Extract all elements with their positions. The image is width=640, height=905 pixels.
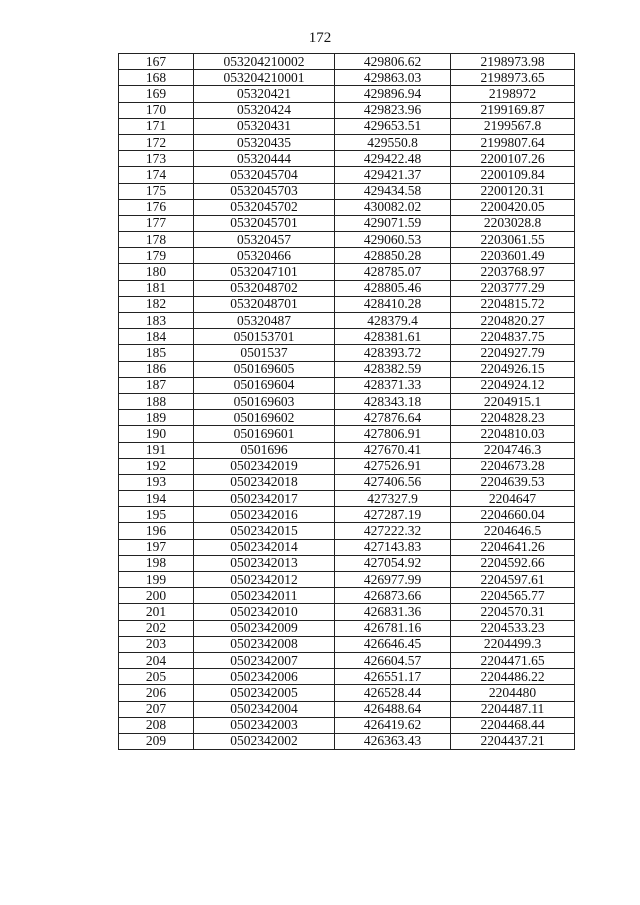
row-number-cell: 177 bbox=[119, 215, 194, 231]
x-coordinate-cell: 428393.72 bbox=[335, 345, 451, 361]
y-coordinate-cell: 2204437.21 bbox=[451, 733, 575, 749]
row-number-cell: 183 bbox=[119, 313, 194, 329]
point-id-cell: 0502342012 bbox=[194, 572, 335, 588]
x-coordinate-cell: 429806.62 bbox=[335, 54, 451, 70]
point-id-cell: 0532045702 bbox=[194, 199, 335, 215]
table-row bbox=[119, 572, 575, 588]
x-coordinate-cell: 427406.56 bbox=[335, 474, 451, 490]
table-row bbox=[119, 183, 575, 199]
point-id-cell: 0502342015 bbox=[194, 523, 335, 539]
page-number: 172 bbox=[308, 30, 332, 46]
y-coordinate-cell: 2203061.55 bbox=[451, 232, 575, 248]
x-coordinate-cell: 429060.53 bbox=[335, 232, 451, 248]
row-number-cell: 188 bbox=[119, 393, 194, 409]
row-number-cell: 174 bbox=[119, 167, 194, 183]
x-coordinate-cell: 429421.37 bbox=[335, 167, 451, 183]
y-coordinate-cell: 2204486.22 bbox=[451, 669, 575, 685]
row-number-cell: 167 bbox=[119, 54, 194, 70]
row-number-cell: 195 bbox=[119, 507, 194, 523]
y-coordinate-cell: 2204927.79 bbox=[451, 345, 575, 361]
row-number-cell: 202 bbox=[119, 620, 194, 636]
y-coordinate-cell: 2204660.04 bbox=[451, 507, 575, 523]
point-id-cell: 0502342009 bbox=[194, 620, 335, 636]
x-coordinate-cell: 426977.99 bbox=[335, 572, 451, 588]
x-coordinate-cell: 426419.62 bbox=[335, 717, 451, 733]
x-coordinate-cell: 428379.4 bbox=[335, 313, 451, 329]
point-id-cell: 0501537 bbox=[194, 345, 335, 361]
table-row bbox=[119, 507, 575, 523]
table-row bbox=[119, 296, 575, 312]
table-row bbox=[119, 86, 575, 102]
table-row bbox=[119, 604, 575, 620]
x-coordinate-cell: 426551.17 bbox=[335, 669, 451, 685]
point-id-cell: 0532045704 bbox=[194, 167, 335, 183]
table-row bbox=[119, 248, 575, 264]
table-row bbox=[119, 685, 575, 701]
x-coordinate-cell: 428382.59 bbox=[335, 361, 451, 377]
row-number-cell: 194 bbox=[119, 491, 194, 507]
table-row bbox=[119, 555, 575, 571]
table-row bbox=[119, 652, 575, 668]
point-id-cell: 0532048701 bbox=[194, 296, 335, 312]
point-id-cell: 0502342011 bbox=[194, 588, 335, 604]
point-id-cell: 0532048702 bbox=[194, 280, 335, 296]
table-row bbox=[119, 636, 575, 652]
y-coordinate-cell: 2200120.31 bbox=[451, 183, 575, 199]
point-id-cell: 050169605 bbox=[194, 361, 335, 377]
y-coordinate-cell: 2204641.26 bbox=[451, 539, 575, 555]
table-row bbox=[119, 118, 575, 134]
point-id-cell: 0502342014 bbox=[194, 539, 335, 555]
point-id-cell: 0502342017 bbox=[194, 491, 335, 507]
table-row bbox=[119, 474, 575, 490]
row-number-cell: 181 bbox=[119, 280, 194, 296]
x-coordinate-cell: 429863.03 bbox=[335, 70, 451, 86]
table-row bbox=[119, 167, 575, 183]
row-number-cell: 186 bbox=[119, 361, 194, 377]
x-coordinate-cell: 428371.33 bbox=[335, 377, 451, 393]
table-row bbox=[119, 410, 575, 426]
x-coordinate-cell: 426781.16 bbox=[335, 620, 451, 636]
x-coordinate-cell: 428785.07 bbox=[335, 264, 451, 280]
point-id-cell: 0502342013 bbox=[194, 555, 335, 571]
table-row bbox=[119, 717, 575, 733]
y-coordinate-cell: 2204647 bbox=[451, 491, 575, 507]
row-number-cell: 168 bbox=[119, 70, 194, 86]
x-coordinate-cell: 426363.43 bbox=[335, 733, 451, 749]
table-row bbox=[119, 733, 575, 749]
table-row bbox=[119, 458, 575, 474]
point-id-cell: 05320487 bbox=[194, 313, 335, 329]
x-coordinate-cell: 428805.46 bbox=[335, 280, 451, 296]
table-row bbox=[119, 134, 575, 150]
table-row bbox=[119, 701, 575, 717]
table-row bbox=[119, 345, 575, 361]
row-number-cell: 178 bbox=[119, 232, 194, 248]
y-coordinate-cell: 2200109.84 bbox=[451, 167, 575, 183]
row-number-cell: 182 bbox=[119, 296, 194, 312]
point-id-cell: 05320466 bbox=[194, 248, 335, 264]
x-coordinate-cell: 426488.64 bbox=[335, 701, 451, 717]
point-id-cell: 0502342006 bbox=[194, 669, 335, 685]
table-row bbox=[119, 199, 575, 215]
row-number-cell: 200 bbox=[119, 588, 194, 604]
table-row bbox=[119, 588, 575, 604]
row-number-cell: 173 bbox=[119, 151, 194, 167]
y-coordinate-cell: 2204815.72 bbox=[451, 296, 575, 312]
y-coordinate-cell: 2204565.77 bbox=[451, 588, 575, 604]
table-row bbox=[119, 313, 575, 329]
table-row bbox=[119, 264, 575, 280]
row-number-cell: 198 bbox=[119, 555, 194, 571]
table-row bbox=[119, 393, 575, 409]
point-id-cell: 0502342010 bbox=[194, 604, 335, 620]
y-coordinate-cell: 2203777.29 bbox=[451, 280, 575, 296]
y-coordinate-cell: 2204597.61 bbox=[451, 572, 575, 588]
point-id-cell: 05320457 bbox=[194, 232, 335, 248]
table-row bbox=[119, 669, 575, 685]
y-coordinate-cell: 2203768.97 bbox=[451, 264, 575, 280]
row-number-cell: 206 bbox=[119, 685, 194, 701]
row-number-cell: 201 bbox=[119, 604, 194, 620]
x-coordinate-cell: 428381.61 bbox=[335, 329, 451, 345]
table-row bbox=[119, 54, 575, 70]
row-number-cell: 172 bbox=[119, 134, 194, 150]
row-number-cell: 191 bbox=[119, 442, 194, 458]
row-number-cell: 170 bbox=[119, 102, 194, 118]
point-id-cell: 053204210001 bbox=[194, 70, 335, 86]
row-number-cell: 199 bbox=[119, 572, 194, 588]
table-row bbox=[119, 280, 575, 296]
point-id-cell: 05320424 bbox=[194, 102, 335, 118]
x-coordinate-cell: 427143.83 bbox=[335, 539, 451, 555]
point-id-cell: 0532045703 bbox=[194, 183, 335, 199]
table-row bbox=[119, 539, 575, 555]
x-coordinate-cell: 426528.44 bbox=[335, 685, 451, 701]
x-coordinate-cell: 429071.59 bbox=[335, 215, 451, 231]
y-coordinate-cell: 2204471.65 bbox=[451, 652, 575, 668]
table-row bbox=[119, 102, 575, 118]
point-id-cell: 0502342004 bbox=[194, 701, 335, 717]
point-id-cell: 05320431 bbox=[194, 118, 335, 134]
y-coordinate-cell: 2199567.8 bbox=[451, 118, 575, 134]
row-number-cell: 205 bbox=[119, 669, 194, 685]
x-coordinate-cell: 427526.91 bbox=[335, 458, 451, 474]
row-number-cell: 193 bbox=[119, 474, 194, 490]
point-id-cell: 0502342019 bbox=[194, 458, 335, 474]
y-coordinate-cell: 2204570.31 bbox=[451, 604, 575, 620]
row-number-cell: 179 bbox=[119, 248, 194, 264]
row-number-cell: 169 bbox=[119, 86, 194, 102]
y-coordinate-cell: 2204820.27 bbox=[451, 313, 575, 329]
point-id-cell: 050169601 bbox=[194, 426, 335, 442]
y-coordinate-cell: 2200420.05 bbox=[451, 199, 575, 215]
row-number-cell: 185 bbox=[119, 345, 194, 361]
x-coordinate-cell: 427327.9 bbox=[335, 491, 451, 507]
table-row bbox=[119, 151, 575, 167]
table-row bbox=[119, 215, 575, 231]
point-id-cell: 053204210002 bbox=[194, 54, 335, 70]
table-row bbox=[119, 361, 575, 377]
row-number-cell: 192 bbox=[119, 458, 194, 474]
point-id-cell: 05320435 bbox=[194, 134, 335, 150]
y-coordinate-cell: 2204533.23 bbox=[451, 620, 575, 636]
row-number-cell: 196 bbox=[119, 523, 194, 539]
row-number-cell: 187 bbox=[119, 377, 194, 393]
x-coordinate-cell: 426831.36 bbox=[335, 604, 451, 620]
y-coordinate-cell: 2204480 bbox=[451, 685, 575, 701]
y-coordinate-cell: 2204746.3 bbox=[451, 442, 575, 458]
y-coordinate-cell: 2204499.3 bbox=[451, 636, 575, 652]
point-id-cell: 0532047101 bbox=[194, 264, 335, 280]
y-coordinate-cell: 2199807.64 bbox=[451, 134, 575, 150]
x-coordinate-cell: 427876.64 bbox=[335, 410, 451, 426]
point-id-cell: 050153701 bbox=[194, 329, 335, 345]
x-coordinate-cell: 428850.28 bbox=[335, 248, 451, 264]
x-coordinate-cell: 426604.57 bbox=[335, 652, 451, 668]
x-coordinate-cell: 429823.96 bbox=[335, 102, 451, 118]
x-coordinate-cell: 428343.18 bbox=[335, 393, 451, 409]
row-number-cell: 184 bbox=[119, 329, 194, 345]
y-coordinate-cell: 2204924.12 bbox=[451, 377, 575, 393]
x-coordinate-cell: 427670.41 bbox=[335, 442, 451, 458]
row-number-cell: 208 bbox=[119, 717, 194, 733]
row-number-cell: 175 bbox=[119, 183, 194, 199]
x-coordinate-cell: 429896.94 bbox=[335, 86, 451, 102]
y-coordinate-cell: 2204646.5 bbox=[451, 523, 575, 539]
table-row bbox=[119, 329, 575, 345]
point-id-cell: 050169603 bbox=[194, 393, 335, 409]
point-id-cell: 05320421 bbox=[194, 86, 335, 102]
row-number-cell: 171 bbox=[119, 118, 194, 134]
y-coordinate-cell: 2204828.23 bbox=[451, 410, 575, 426]
row-number-cell: 209 bbox=[119, 733, 194, 749]
coordinates-table-body bbox=[119, 54, 575, 750]
row-number-cell: 204 bbox=[119, 652, 194, 668]
coordinates-table bbox=[118, 53, 575, 750]
y-coordinate-cell: 2204487.11 bbox=[451, 701, 575, 717]
x-coordinate-cell: 429422.48 bbox=[335, 151, 451, 167]
table-row bbox=[119, 70, 575, 86]
y-coordinate-cell: 2204837.75 bbox=[451, 329, 575, 345]
x-coordinate-cell: 427054.92 bbox=[335, 555, 451, 571]
x-coordinate-cell: 429434.58 bbox=[335, 183, 451, 199]
y-coordinate-cell: 2204673.28 bbox=[451, 458, 575, 474]
table-row bbox=[119, 232, 575, 248]
point-id-cell: 0502342003 bbox=[194, 717, 335, 733]
x-coordinate-cell: 427806.91 bbox=[335, 426, 451, 442]
point-id-cell: 0502342018 bbox=[194, 474, 335, 490]
y-coordinate-cell: 2198972 bbox=[451, 86, 575, 102]
x-coordinate-cell: 429653.51 bbox=[335, 118, 451, 134]
x-coordinate-cell: 429550.8 bbox=[335, 134, 451, 150]
y-coordinate-cell: 2198973.65 bbox=[451, 70, 575, 86]
y-coordinate-cell: 2203028.8 bbox=[451, 215, 575, 231]
point-id-cell: 0502342007 bbox=[194, 652, 335, 668]
row-number-cell: 180 bbox=[119, 264, 194, 280]
x-coordinate-cell: 427287.19 bbox=[335, 507, 451, 523]
y-coordinate-cell: 2204592.66 bbox=[451, 555, 575, 571]
y-coordinate-cell: 2204468.44 bbox=[451, 717, 575, 733]
point-id-cell: 050169604 bbox=[194, 377, 335, 393]
x-coordinate-cell: 430082.02 bbox=[335, 199, 451, 215]
y-coordinate-cell: 2204915.1 bbox=[451, 393, 575, 409]
y-coordinate-cell: 2204926.15 bbox=[451, 361, 575, 377]
row-number-cell: 203 bbox=[119, 636, 194, 652]
x-coordinate-cell: 426873.66 bbox=[335, 588, 451, 604]
point-id-cell: 0502342016 bbox=[194, 507, 335, 523]
row-number-cell: 207 bbox=[119, 701, 194, 717]
row-number-cell: 176 bbox=[119, 199, 194, 215]
row-number-cell: 189 bbox=[119, 410, 194, 426]
table-row bbox=[119, 620, 575, 636]
row-number-cell: 197 bbox=[119, 539, 194, 555]
table-row bbox=[119, 523, 575, 539]
point-id-cell: 0502342008 bbox=[194, 636, 335, 652]
y-coordinate-cell: 2198973.98 bbox=[451, 54, 575, 70]
point-id-cell: 0502342002 bbox=[194, 733, 335, 749]
y-coordinate-cell: 2203601.49 bbox=[451, 248, 575, 264]
table-row bbox=[119, 491, 575, 507]
point-id-cell: 0532045701 bbox=[194, 215, 335, 231]
table-row bbox=[119, 426, 575, 442]
point-id-cell: 050169602 bbox=[194, 410, 335, 426]
row-number-cell: 190 bbox=[119, 426, 194, 442]
x-coordinate-cell: 426646.45 bbox=[335, 636, 451, 652]
point-id-cell: 05320444 bbox=[194, 151, 335, 167]
point-id-cell: 0501696 bbox=[194, 442, 335, 458]
y-coordinate-cell: 2204810.03 bbox=[451, 426, 575, 442]
y-coordinate-cell: 2204639.53 bbox=[451, 474, 575, 490]
x-coordinate-cell: 427222.32 bbox=[335, 523, 451, 539]
x-coordinate-cell: 428410.28 bbox=[335, 296, 451, 312]
table-row bbox=[119, 377, 575, 393]
y-coordinate-cell: 2200107.26 bbox=[451, 151, 575, 167]
y-coordinate-cell: 2199169.87 bbox=[451, 102, 575, 118]
point-id-cell: 0502342005 bbox=[194, 685, 335, 701]
table-row bbox=[119, 442, 575, 458]
